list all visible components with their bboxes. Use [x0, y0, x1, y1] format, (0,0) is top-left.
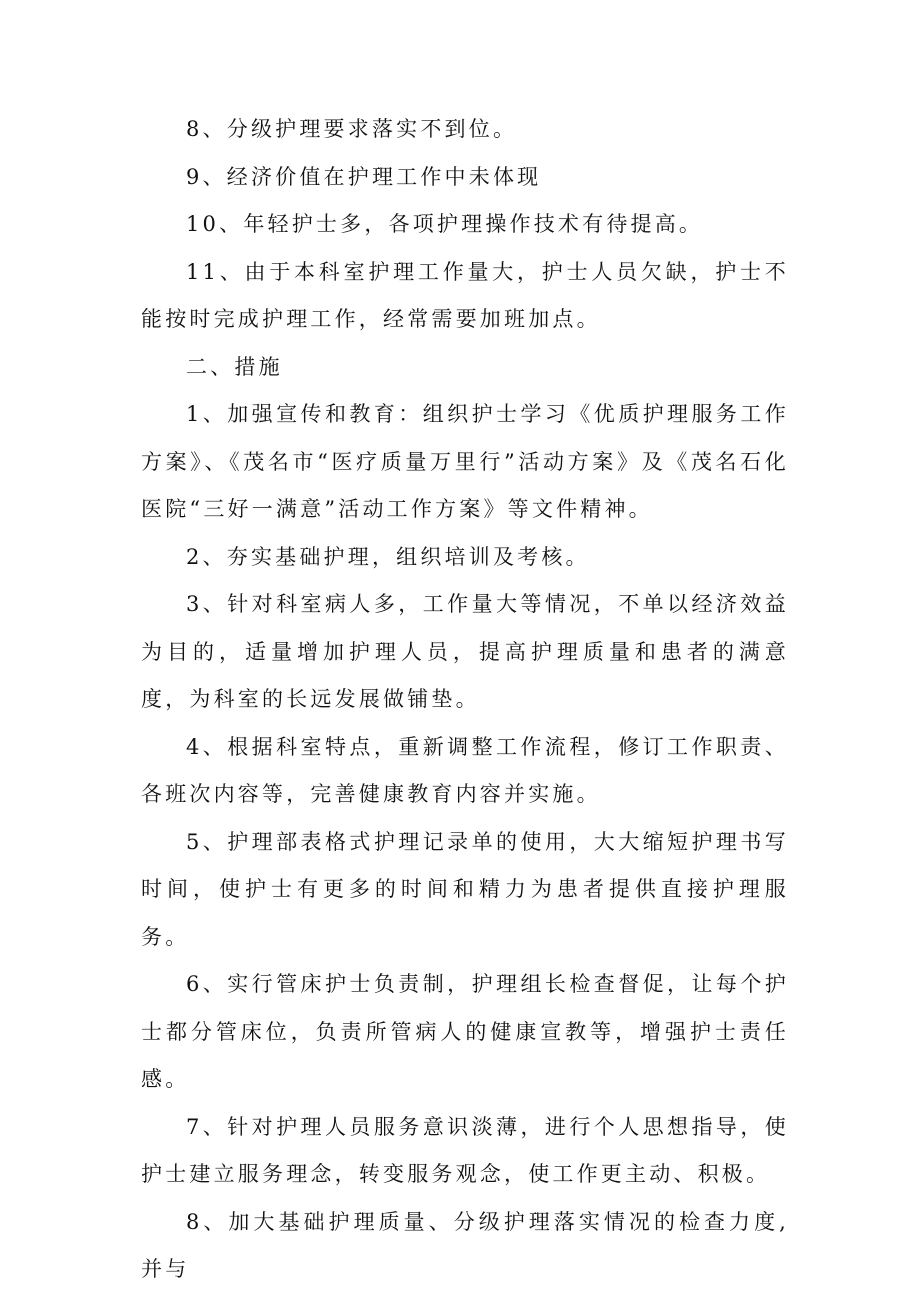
- measure-item-6: 6、实行管床护士负责制，护理组长检查督促，让每个护士都分管床位，负责所管病人的健康宣教等，增强护士责任感。: [141, 972, 789, 1091]
- document-body: [141, 106, 789, 1294]
- measure-item-8: 8、加大基础护理质量、分级护理落实情况的检查力度,并与: [141, 1209, 789, 1281]
- measure-item-1: 1、加强宣传和教育：组织护士学习《优质护理服务工作方案》、《茂名市“医疗质量万里行”活动方案》及《茂名石化医院“三好一满意”活动工作方案》等文件精神。: [141, 402, 789, 521]
- measure-item-2: 2、夯实基础护理，组织培训及考核。: [186, 544, 590, 569]
- measure-item-3: 3、针对科室病人多，工作量大等情况，不单以经济效益为目的，适量增加护理人员，提高护理质量和患者的满意度，为科室的长远发展做铺垫。: [141, 592, 789, 711]
- paragraph-item-8-grading: 8、分级护理要求落实不到位。: [186, 117, 518, 141]
- measure-item-7: 7、针对护理人员服务意识淡薄，进行个人思想指导，使护士建立服务理念，转变服务观念，使工作更主动、积极。: [141, 1114, 789, 1186]
- paragraph-item-11-workload: 11、由于本科室护理工作量大，护士人员欠缺，护士不能按时完成护理工作，经常需要加班加点。: [141, 259, 789, 331]
- measure-item-5: 5、护理部表格式护理记录单的使用，大大缩短护理书写时间，使护士有更多的时间和精力为患者提供直接护理服务。: [141, 829, 789, 949]
- section-heading-measures: 二、措施: [186, 354, 283, 379]
- measure-item-4: 4、根据科室特点，重新调整工作流程，修订工作职责、各班次内容等，完善健康教育内容并实施。: [141, 734, 789, 806]
- paragraph-item-10-young-nurses: 10、年轻护士多，各项护理操作技术有待提高。: [186, 212, 704, 236]
- paragraph-item-9-economic-value: 9、经济价值在护理工作中未体现: [186, 164, 542, 189]
